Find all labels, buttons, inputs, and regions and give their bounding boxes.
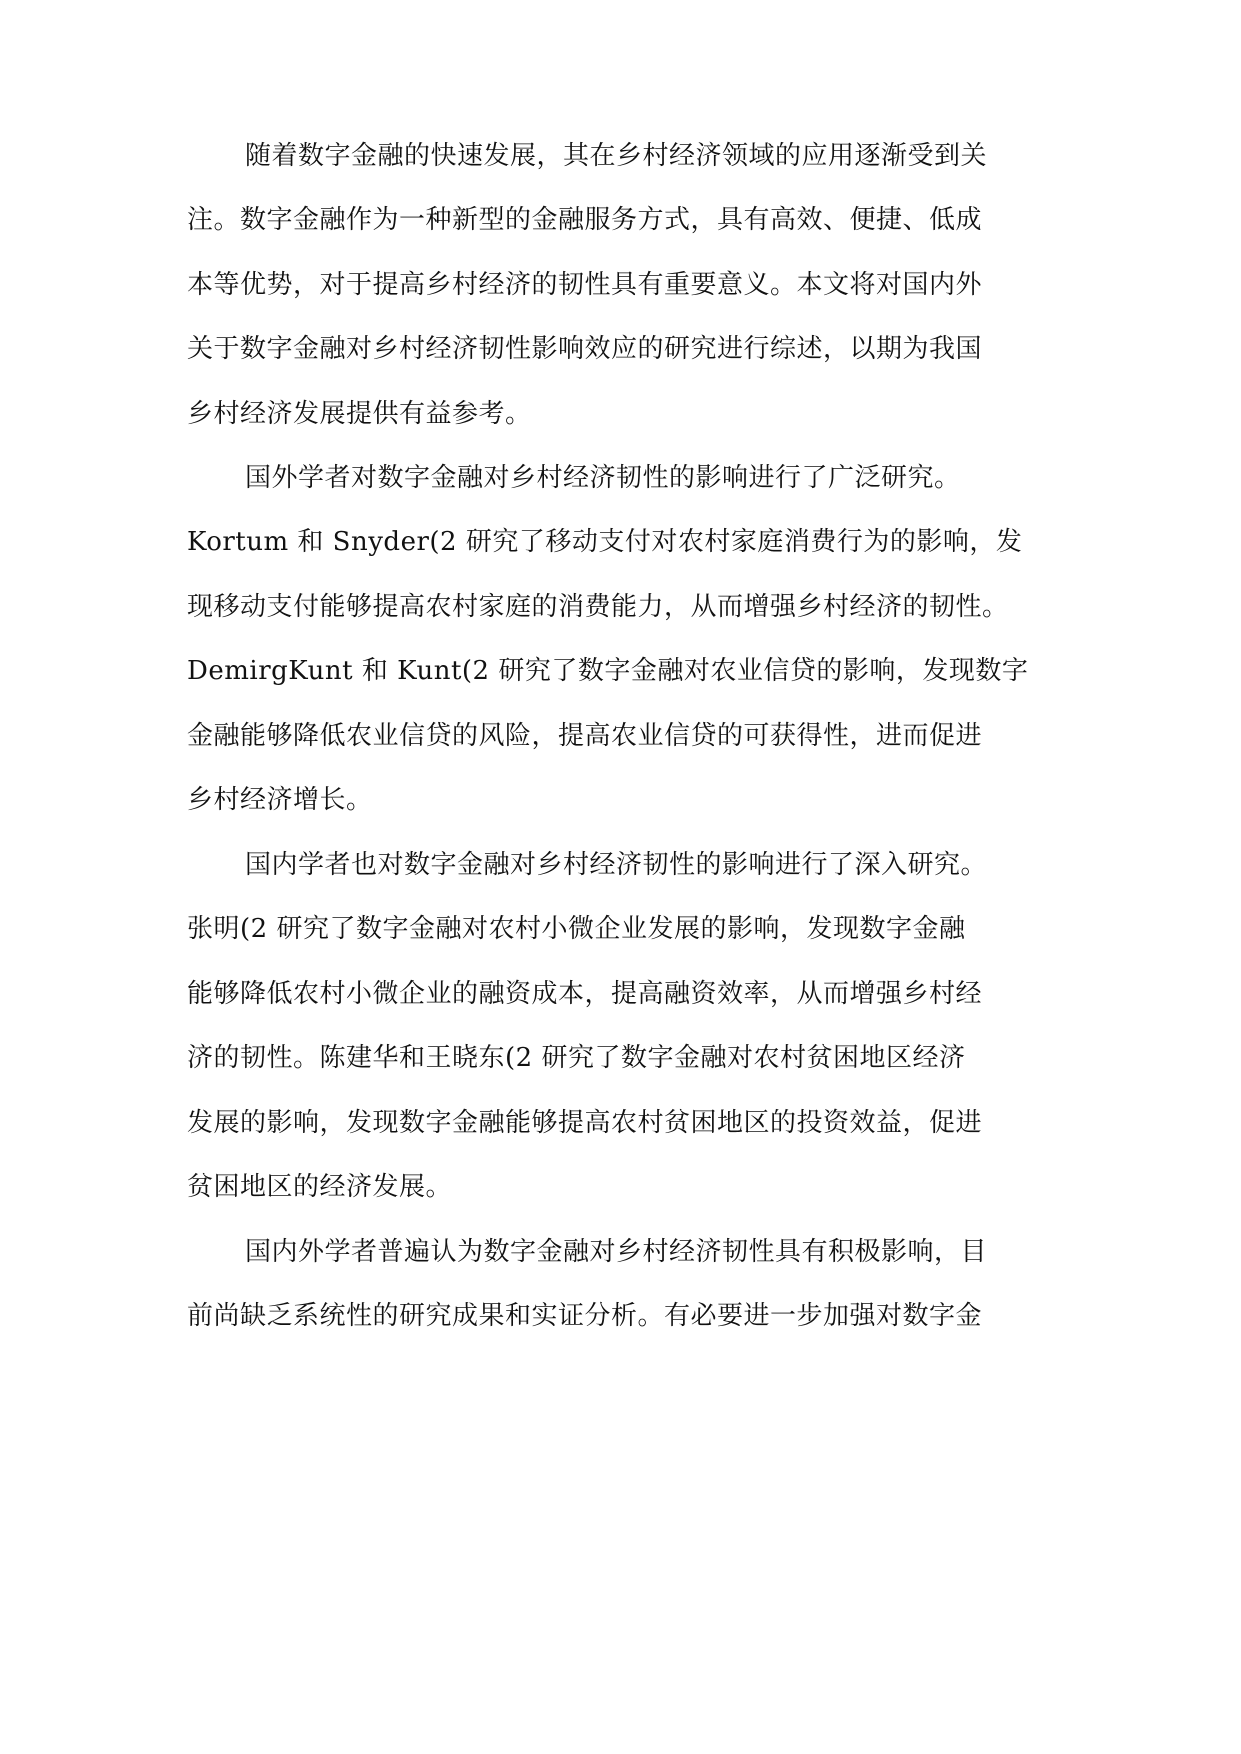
paragraph-1-line-1: 随着数字金融的快速发展，其在乡村经济领域的应用逐渐受到关: [245, 141, 988, 171]
paragraph-1-line-3: 本等优势，对于提高乡村经济的韧性具有重要意义。本文将对国内外: [187, 270, 983, 300]
paragraph-1-line-2: 注。数字金融作为一种新型的金融服务方式，具有高效、便捷、低成: [187, 205, 983, 235]
paragraph-2-line-2: Kortum 和 Snyder(2 研究了移动支付对农村家庭消费行为的影响，发: [187, 527, 1023, 557]
paragraph-2-line-3: 现移动支付能够提高农村家庭的消费能力，从而增强乡村经济的韧性。: [187, 592, 1009, 622]
paragraph-3-line-2: 张明(2 研究了数字金融对农村小微企业发展的影响，发现数字金融: [187, 914, 966, 944]
paragraph-3-line-3: 能够降低农村小微企业的融资成本，提高融资效率，从而增强乡村经: [187, 979, 983, 1009]
paragraph-3-line-1: 国内学者也对数字金融对乡村经济韧性的影响进行了深入研究。: [245, 850, 988, 880]
paragraph-4-line-2: 前尚缺乏系统性的研究成果和实证分析。有必要进一步加强对数字金: [187, 1301, 983, 1331]
paragraph-3-line-4: 济的韧性。陈建华和王晓东(2 研究了数字金融对农村贫困地区经济: [187, 1043, 966, 1073]
paragraph-4-line-1: 国内外学者普遍认为数字金融对乡村经济韧性具有积极影响，目: [245, 1237, 988, 1267]
paragraph-2-line-4: DemirgKunt 和 Kunt(2 研究了数字金融对农业信贷的影响，发现数字: [187, 656, 1029, 686]
paragraph-3-line-5: 发展的影响，发现数字金融能够提高农村贫困地区的投资效益，促进: [187, 1108, 983, 1138]
paragraph-3-line-6: 贫困地区的经济发展。: [187, 1172, 453, 1202]
paragraph-1-line-4: 关于数字金融对乡村经济韧性影响效应的研究进行综述，以期为我国: [187, 334, 983, 364]
paragraph-2-line-1: 国外学者对数字金融对乡村经济韧性的影响进行了广泛研究。: [245, 463, 961, 493]
paragraph-2-line-6: 乡村经济增长。: [187, 785, 373, 815]
paragraph-2-line-5: 金融能够降低农业信贷的风险，提高农业信贷的可获得性，进而促进: [187, 721, 983, 751]
paragraph-1-line-5: 乡村经济发展提供有益参考。: [187, 399, 532, 429]
